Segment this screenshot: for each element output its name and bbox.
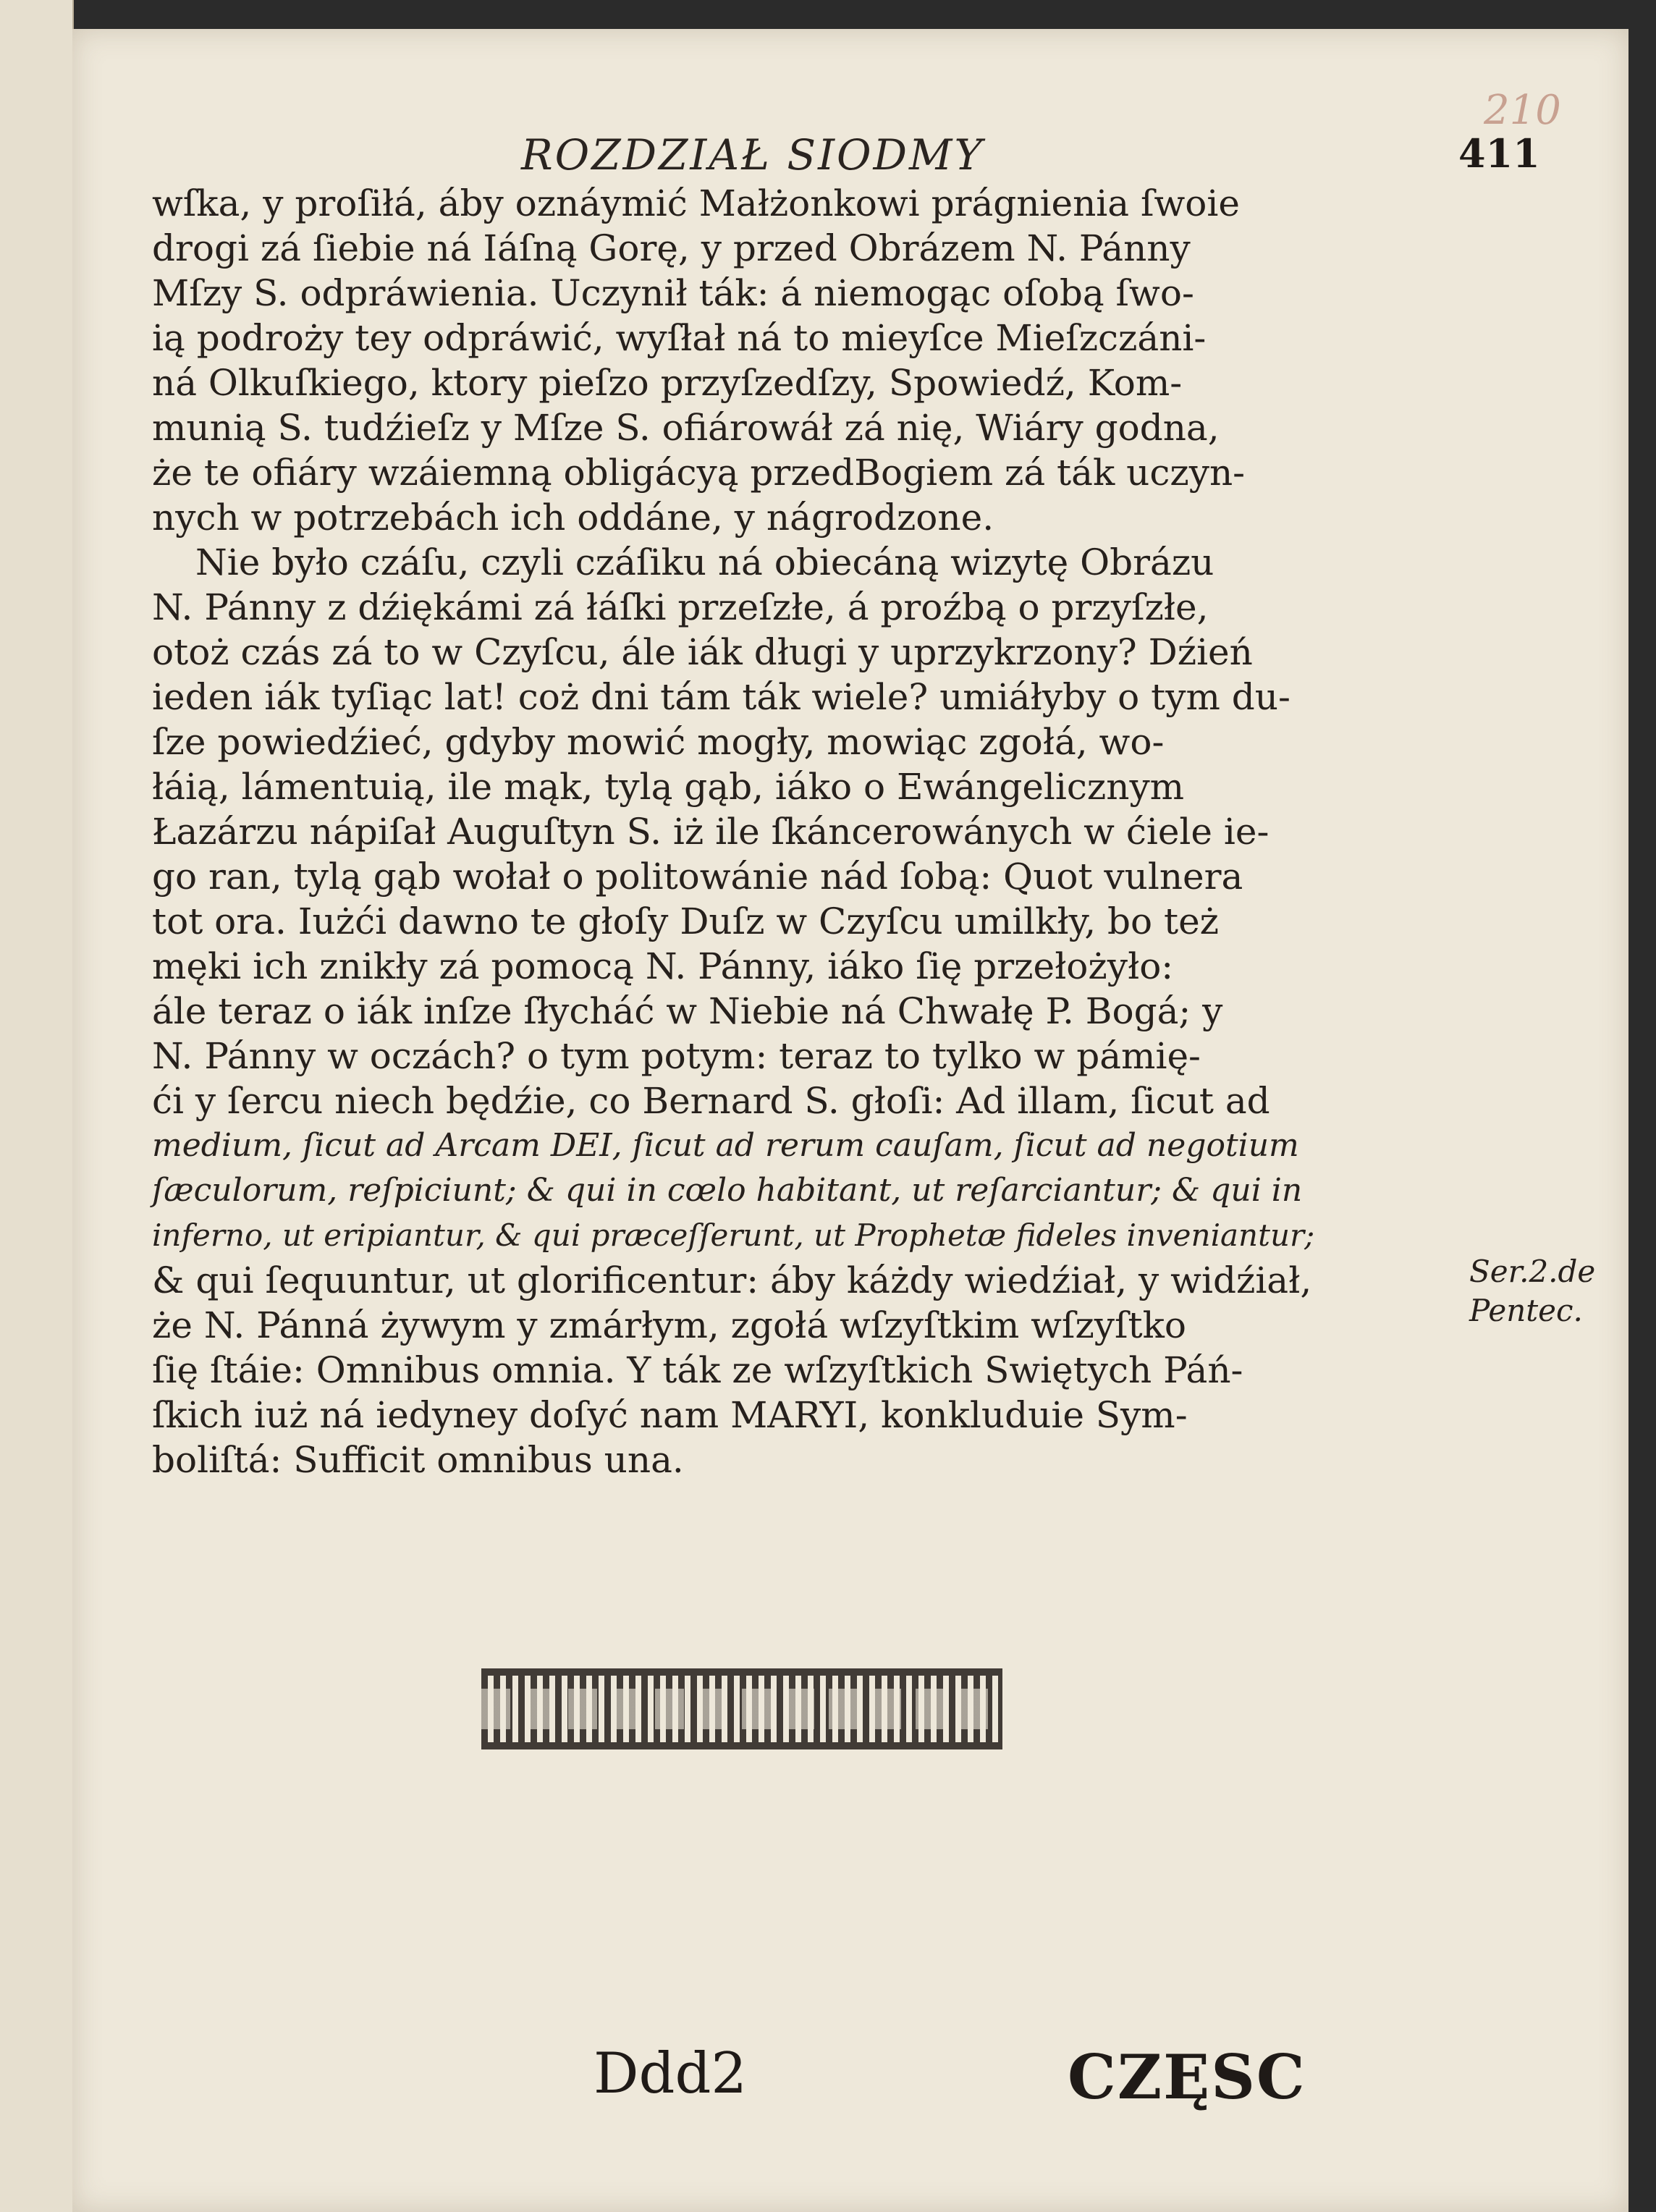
text-line: N. Pánny z dźiękámi zá łáſki przeſzłe, á proźbą o przyſzłe, <box>152 586 1209 628</box>
text-line: łáią, lámentuią, ile mąk, tylą gąb, iáko o Ewángelicznym <box>152 766 1185 808</box>
text-line: ále teraz o iák inſze ſłycháć w Niebie ná Chwałę P. Bogá; y <box>152 990 1223 1032</box>
running-title: ROZDZIAŁ SIODMY <box>521 130 984 180</box>
latin-quote-line: medium, ſicut ad Arcam DEI, ſicut ad rerum cauſam, ſicut ad negotium <box>152 1127 1299 1164</box>
text-line: drogi zá ſiebie ná Iáſną Gorę, y przed Obrázem N. Pánny <box>152 227 1191 269</box>
manuscript-page-note: 210 <box>1484 87 1561 134</box>
text-line: Mſzy S. odpráwienia. Uczynił ták: á niemogąc oſobą ſwo- <box>152 272 1194 314</box>
text-line: boliſtá: Sufficit omnibus una. <box>152 1439 684 1481</box>
text-line: otoż czás zá to w Czyſcu, ále iák długi y uprzykrzony? Dźień <box>152 631 1253 673</box>
text-line: ieden iák tyſiąc lat! coż dni tám ták wiele? umiáłyby o tym du- <box>152 676 1290 718</box>
text-line: że te ofiáry wzáiemną obligácyą przedBogiem zá ták uczyn- <box>152 452 1246 494</box>
decorative-ornament-band <box>481 1668 1002 1749</box>
text-line: że N. Pánná żywym y zmárłym, zgołá wſzyſtkim wſzyſtko <box>152 1304 1187 1346</box>
text-line: męki ich znikły zá pomocą N. Pánny, iáko ſię przełożyło: <box>152 945 1174 987</box>
text-line: tot ora. Iużći dawno te głoſy Duſz w Czyſcu umilkły, bo też <box>152 900 1220 942</box>
book-page <box>72 29 1628 2212</box>
text-line: & qui ſequuntur, ut glorificentur: áby káżdy wiedźiał, y widźiał, <box>152 1259 1312 1301</box>
marginal-citation <box>1469 1252 1595 1330</box>
text-line: ią podroży tey odpráwić, wyſłał ná to mieyſce Mieſzczáni- <box>152 317 1207 359</box>
text-line: N. Pánny w oczách? o tym potym: teraz to tylko w pámię- <box>152 1035 1201 1077</box>
text-line: ſkich iuż ná iedyney doſyć nam MARYI, konkluduie Sym- <box>152 1394 1188 1436</box>
text-line: ſię ſtáie: Omnibus omnia. Y ták ze wſzyſtkich Swiętych Páń- <box>152 1349 1243 1391</box>
facing-page-edge <box>0 0 74 2212</box>
page-number: 411 <box>1458 130 1540 177</box>
text-line: Łazárzu nápiſał Auguſtyn S. iż ile ſkáncerowánych w ćiele ie- <box>152 811 1270 853</box>
text-line: ná Olkuſkiego, ktory pieſzo przyſzedſzy, Spowiedź, Kom- <box>152 362 1183 404</box>
marginal-citation-line: Pentec. <box>1469 1293 1583 1328</box>
latin-quote-line: ſæculorum, reſpiciunt; & qui in cœlo habitant, ut reſarciantur; & qui in <box>152 1172 1303 1209</box>
page-header <box>72 87 1628 180</box>
text-line: nych w potrzebách ich oddáne, y nágrodzone. <box>152 497 994 539</box>
catchword: CZĘSC <box>1068 2041 1306 2113</box>
marginal-citation-line: Ser.2.de <box>1469 1254 1596 1289</box>
text-line: ſze powiedźieć, gdyby mowić mogły, mowiąc zgołá, wo- <box>152 721 1165 763</box>
text-line: wſka, y proſiłá, áby oznáymić Małżonkowi prágnienia ſwoie <box>152 182 1240 224</box>
text-line: munią S. tudźieſz y Mſze S. ofiárowáł zá nię, Wiáry godna, <box>152 407 1220 449</box>
text-line: go ran, tylą gąb wołał o politowánie nád ſobą: Quot vulnera <box>152 856 1243 898</box>
body-text <box>152 181 1448 1482</box>
text-line: ći y ſercu niech będźie, co Bernard S. głoſi: Ad illam, ſicut ad <box>152 1080 1270 1122</box>
latin-quote-line: inferno, ut eripiantur, & qui præceſſerunt, ut Prophetæ fideles inveniantur; <box>152 1217 1315 1253</box>
text-line: Nie było czáſu, czyli czáſiku ná obiecáną wizytę Obrázu <box>195 541 1214 583</box>
signature-mark: Ddd2 <box>593 2041 748 2106</box>
